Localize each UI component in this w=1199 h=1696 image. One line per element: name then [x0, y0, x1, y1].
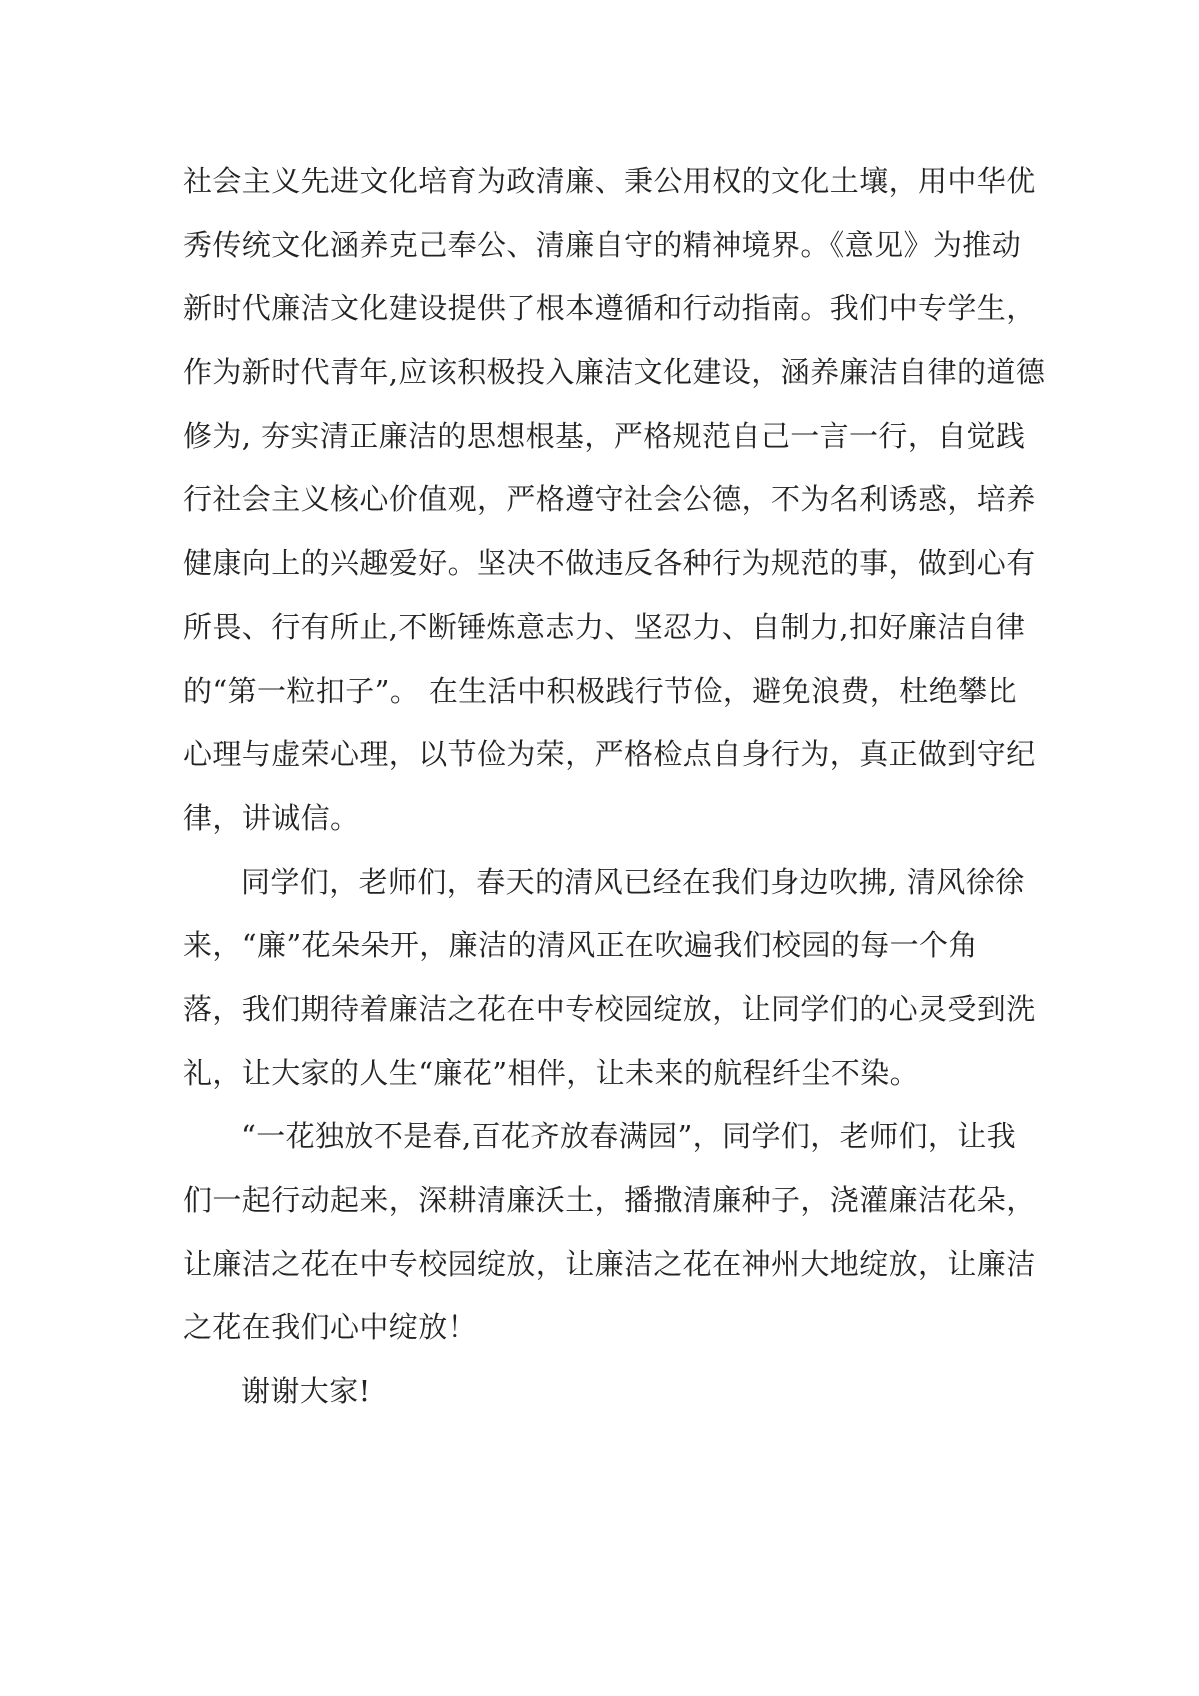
text-line: 礼，让大家的人生“廉花”相伴，让未来的航程纤尘不染。: [183, 1055, 920, 1090]
text-line: 来，“廉”花朵朵开，廉洁的清风正在吹遍我们校园的每一个角: [183, 928, 978, 963]
text-line: 行社会主义核心价值观，严格遵守社会公德，不为名利诱惑，培养: [183, 482, 1036, 517]
text-line: 之花在我们心中绽放！: [183, 1310, 478, 1345]
text-line: 社会主义先进文化培育为政清廉、秉公用权的文化土壤，用中华优: [183, 164, 1036, 198]
text-line: 律，讲诚信。: [183, 800, 360, 835]
paragraph-start-line: “一花独放不是春,百花齐放春满园”，同学们，老师们，让我: [241, 1119, 1017, 1154]
text-line: 秀传统文化涵养克己奉公、清廉自守的精神境界。《意见》为推动: [183, 227, 1022, 262]
text-line: 的“第一粒扣子”。 在生活中积极践行节俭，避免浪费，杜绝攀比: [183, 673, 1017, 708]
text-line: 落，我们期待着廉洁之花在中专校园绽放，让同学们的心灵受到洗: [183, 991, 1036, 1026]
text-line: 们一起行动起来，深耕清廉沃土，播撒清廉种子，浇灌廉洁花朵，: [183, 1183, 1036, 1217]
closing-line: 谢谢大家!: [241, 1374, 371, 1409]
text-line: 所畏、行有所止,不断锤炼意志力、坚忍力、自制力,扣好廉洁自律: [183, 609, 1026, 644]
text-line: 作为新时代青年,应该积极投入廉洁文化建设，涵养廉洁自律的道德: [183, 355, 1046, 390]
text-line: 健康向上的兴趣爱好。坚决不做违反各种行为规范的事，做到心有: [183, 546, 1036, 581]
text-line: 修为, 夯实清正廉洁的思想根基，严格规范自己一言一行，自觉践: [183, 418, 1026, 453]
text-line: 心理与虚荣心理，以节俭为荣，严格检点自身行为，真正做到守纪: [183, 737, 1036, 772]
text-line: 让廉洁之花在中专校园绽放，让廉洁之花在神州大地绽放，让廉洁: [183, 1246, 1036, 1281]
document-body: [183, 150, 1046, 1424]
text-line: 新时代廉洁文化建设提供了根本遵循和行动指南。我们中专学生，: [183, 291, 1036, 326]
paragraph-start-line: 同学们，老师们，春天的清风已经在我们身边吹拂, 清风徐徐: [241, 864, 1025, 899]
